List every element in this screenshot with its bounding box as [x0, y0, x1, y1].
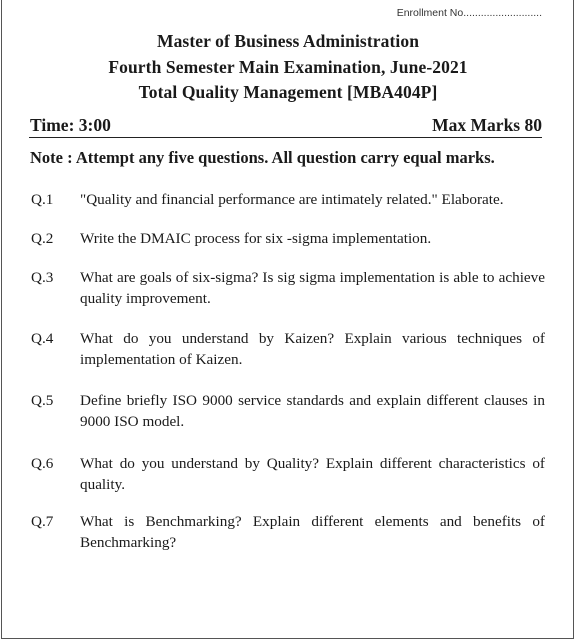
question-number: Q.2: [31, 230, 54, 247]
enrollment-number-label: Enrollment No...........................: [396, 7, 542, 19]
program-title: Master of Business Administration: [156, 31, 420, 51]
question-text: What do you understand by Kaizen? Explain various techniques of implementation of Kaizen.: [80, 330, 545, 368]
question-number: Q.7: [31, 513, 54, 530]
question-number: Q.4: [31, 330, 54, 347]
max-marks: Max Marks 80: [432, 115, 542, 135]
question-text: What is Benchmarking? Explain different elements and benefits of Benchmarking?: [80, 513, 545, 551]
question-text: What are goals of six-sigma? Is sig sigma implementation is able to achieve quality improvement.: [80, 269, 545, 307]
subject-title: Total Quality Management [MBA404P]: [138, 82, 438, 102]
question-number: Q.6: [31, 455, 54, 472]
question-number: Q.1: [31, 191, 54, 208]
question-text: Write the DMAIC process for six -sigma implementation.: [80, 230, 432, 247]
question-text: What do you understand by Quality? Explain different characteristics of quality.: [80, 455, 545, 493]
exam-title: Fourth Semester Main Examination, June-2021: [108, 57, 468, 77]
time-allowed: Time: 3:00: [30, 115, 111, 135]
question-number: Q.3: [31, 269, 54, 286]
exam-meta-row: [29, 115, 542, 138]
question-text: "Quality and financial performance are intimately related." Elaborate.: [80, 191, 504, 208]
instructions-note: Note : Attempt any five questions. All question carry equal marks.: [30, 148, 495, 167]
question-text: Define briefly ISO 9000 service standards and explain different clauses in 9000 ISO model.: [80, 392, 545, 430]
question-number: Q.5: [31, 392, 54, 409]
